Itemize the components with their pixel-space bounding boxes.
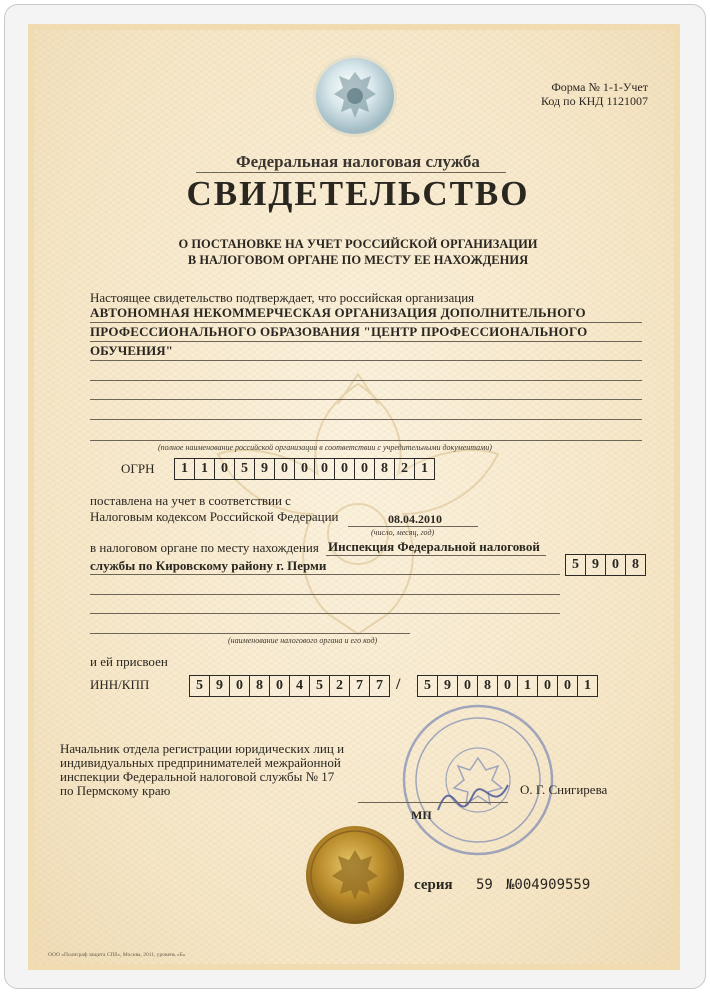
- ogrn-digit: 1: [174, 458, 195, 480]
- serial-series: 59: [476, 877, 493, 893]
- inn-digit: 7: [369, 675, 390, 697]
- ogrn-digit: 0: [294, 458, 315, 480]
- inn-digit: 8: [249, 675, 270, 697]
- subtitle-line-2: В НАЛОГОВОМ ОРГАНЕ ПО МЕСТУ ЕЕ НАХОЖДЕНИЯ: [187, 253, 529, 267]
- inn-digit: 5: [309, 675, 330, 697]
- authority-intro: в налоговом органе по месту нахождения: [90, 540, 319, 555]
- ogrn-digit: 0: [354, 458, 375, 480]
- ogrn-digit: 5: [234, 458, 255, 480]
- inn-kpp-separator: /: [396, 676, 401, 693]
- ogrn-digit: 2: [394, 458, 415, 480]
- kpp-digit: 0: [457, 675, 478, 697]
- assigned-label: и ей присвоен: [90, 654, 168, 669]
- kpp-digit: 1: [577, 675, 598, 697]
- authority-code-digit: 5: [565, 554, 586, 576]
- inn-digit: 2: [329, 675, 350, 697]
- authority-code-digit: 9: [585, 554, 606, 576]
- signatory-line-2: индивидуальных предпринимателей межрайонной: [60, 755, 341, 770]
- stamp-place-label: МП: [411, 808, 432, 822]
- ogrn-digit: 0: [314, 458, 335, 480]
- agency-name: Федеральная налоговая служба: [236, 152, 480, 171]
- serial-label: серия: [414, 877, 453, 893]
- inn-digit: 0: [229, 675, 250, 697]
- document-title: СВИДЕТЕЛЬСТВО: [186, 174, 530, 213]
- inn-digit: 4: [289, 675, 310, 697]
- organization-name-line-2: ПРОФЕССИОНАЛЬНОГО ОБРАЗОВАНИЯ "ЦЕНТР ПРОФЕССИОНАЛЬНОГО: [90, 324, 588, 339]
- authority-code-digit: 8: [625, 554, 646, 576]
- kpp-digit: 9: [437, 675, 458, 697]
- organization-name-line-1: АВТОНОМНАЯ НЕКОММЕРЧЕСКАЯ ОРГАНИЗАЦИЯ ДОПОЛНИТЕЛЬНОГО: [90, 305, 586, 320]
- inn-cells: [190, 675, 390, 697]
- organization-name-caption: (полное наименование российской организации в соответствии с учредительными документами): [158, 443, 492, 452]
- ogrn-digit: 1: [414, 458, 435, 480]
- inn-digit: 5: [189, 675, 210, 697]
- authority-name-line-2: службы по Кировскому району г. Перми: [90, 558, 327, 573]
- authority-name-line-1: Инспекция Федеральной налоговой: [328, 539, 540, 554]
- signatory-line-1: Начальник отдела регистрации юридических лиц и: [60, 741, 345, 756]
- ogrn-digit: 1: [194, 458, 215, 480]
- authority-code-cells: [566, 554, 646, 576]
- gold-seal-icon: [304, 824, 406, 926]
- kpp-digit: 8: [477, 675, 498, 697]
- kpp-digit: 5: [417, 675, 438, 697]
- kpp-digit: 0: [497, 675, 518, 697]
- registration-line-1: поставлена на учет в соответствии с: [90, 493, 291, 508]
- serial-number: №004909559: [506, 877, 591, 893]
- registration-line-2: Налоговым кодексом Российской Федерации: [90, 509, 339, 524]
- printer-note: ООО «Полиграф защита СПб», Москва, 2011, уровень «Б»: [48, 952, 186, 958]
- signatory-line-3: инспекции Федеральной налоговой службы № 17: [60, 769, 335, 784]
- knd-code: Код по КНД 1121007: [541, 94, 648, 108]
- organization-name-line-3: ОБУЧЕНИЯ": [90, 343, 173, 358]
- registration-date: 08.04.2010: [388, 512, 442, 526]
- hologram-emblem: [316, 58, 394, 134]
- official-stamp-icon: [398, 700, 558, 860]
- ogrn-cells: [175, 458, 435, 480]
- ogrn-digit: 0: [214, 458, 235, 480]
- kpp-digit: 0: [557, 675, 578, 697]
- ogrn-digit: 0: [274, 458, 295, 480]
- kpp-digit: 1: [517, 675, 538, 697]
- ogrn-digit: 9: [254, 458, 275, 480]
- ogrn-digit: 8: [374, 458, 395, 480]
- form-number: Форма № 1-1-Учет: [551, 80, 648, 94]
- organization-intro: Настоящее свидетельство подтверждает, что российская организация: [90, 290, 475, 305]
- inn-digit: 9: [209, 675, 230, 697]
- ogrn-digit: 0: [334, 458, 355, 480]
- inn-digit: 7: [349, 675, 370, 697]
- inn-digit: 0: [269, 675, 290, 697]
- inn-kpp-label: ИНН/КПП: [90, 677, 150, 692]
- ogrn-label: ОГРН: [121, 461, 155, 476]
- certificate-paper: [28, 24, 680, 970]
- registration-date-caption: (число, месяц, год): [371, 528, 435, 537]
- kpp-cells: [418, 675, 598, 697]
- authority-code-digit: 0: [605, 554, 626, 576]
- signatory-line-4: по Пермскому краю: [60, 783, 171, 798]
- subtitle-line-1: О ПОСТАНОВКЕ НА УЧЕТ РОССИЙСКОЙ ОРГАНИЗАЦИИ: [178, 237, 538, 251]
- signatory-name: О. Г. Снигирева: [520, 782, 608, 797]
- authority-caption: (наименование налогового органа и его код): [228, 636, 378, 645]
- kpp-digit: 0: [537, 675, 558, 697]
